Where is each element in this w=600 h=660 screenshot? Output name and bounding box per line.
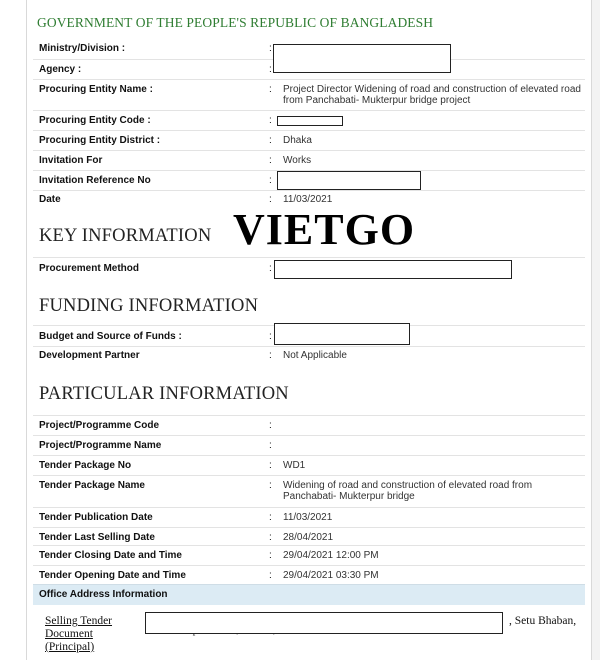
row-tender-opening <box>33 565 585 585</box>
colon: : <box>269 420 272 431</box>
row-tender-package-no <box>33 455 585 475</box>
colon: : <box>269 64 272 75</box>
row-tender-last-selling-date <box>33 527 585 547</box>
colon: : <box>269 570 272 581</box>
selling-tender-document-link[interactable]: Selling Tender Document (Principal) <box>45 615 113 653</box>
colon: : <box>269 550 272 561</box>
label-agency: Agency : <box>39 64 82 75</box>
section-key-information: KEY INFORMATION <box>39 226 212 246</box>
value-tender-publication-date: 11/03/2021 <box>283 512 333 523</box>
value-invitation-for: Works <box>283 155 312 166</box>
label-procuring-entity-district: Procuring Entity District : <box>39 135 161 146</box>
colon: : <box>269 350 272 361</box>
colon: : <box>269 512 272 523</box>
label-tender-closing: Tender Closing Date and Time <box>39 550 182 561</box>
row-tender-publication-date <box>33 507 585 527</box>
colon: : <box>269 84 272 95</box>
section-funding-information: FUNDING INFORMATION <box>39 296 259 316</box>
row-procuring-entity-name <box>33 79 585 110</box>
colon: : <box>269 43 272 54</box>
label-tender-package-name: Tender Package Name <box>39 480 145 491</box>
row-tender-closing <box>33 545 585 565</box>
redaction-box-office-address <box>145 612 503 634</box>
colon: : <box>269 135 272 146</box>
label-procuring-entity-code: Procuring Entity Code : <box>39 115 151 126</box>
label-procurement-method: Procurement Method <box>39 263 140 274</box>
label-tender-publication-date: Tender Publication Date <box>39 512 153 523</box>
colon: : <box>269 115 272 126</box>
value-tender-closing: 29/04/2021 12:00 PM <box>283 550 379 561</box>
row-budget-source <box>33 325 585 347</box>
value-tender-last-selling-date: 28/04/2021 <box>283 532 334 543</box>
colon: : <box>269 460 272 471</box>
value-tender-package-name: Widening of road and construction of elevated road from Panchabati- Mukterpur bridge <box>283 480 533 502</box>
row-tender-package-name <box>33 475 585 507</box>
colon: : <box>269 440 272 451</box>
value-procuring-entity-name: Project Director Widening of road and construction of elevated road from Panchabati- Mukterpur bridge project <box>283 84 581 106</box>
label-development-partner: Development Partner <box>39 350 140 361</box>
tender-notice-page <box>26 0 592 660</box>
redaction-box-budget-source <box>274 323 410 345</box>
value-tender-opening: 29/04/2021 03:30 PM <box>283 570 379 581</box>
label-programme-name: Project/Programme Name <box>39 440 162 451</box>
row-procurement-method <box>33 257 585 280</box>
page-edge <box>592 0 600 660</box>
colon: : <box>269 331 272 342</box>
redaction-box-procurement-method <box>274 260 512 279</box>
office-address-header <box>33 584 585 605</box>
label-invitation-for: Invitation For <box>39 155 103 166</box>
colon: : <box>269 480 272 491</box>
redaction-box-ministry-agency <box>273 44 451 73</box>
label-budget-source: Budget and Source of Funds : <box>39 331 182 342</box>
office-address-end: , Setu Bhaban, <box>509 615 577 627</box>
colon: : <box>269 532 272 543</box>
watermark: VIETGO <box>233 205 416 254</box>
colon: : <box>269 155 272 166</box>
value-date: 11/03/2021 <box>283 194 333 205</box>
row-procuring-entity-district <box>33 130 585 150</box>
office-address-heading: Office Address Information <box>39 589 168 600</box>
colon: : <box>269 194 272 205</box>
redaction-box-entity-code <box>277 116 343 126</box>
colon: : <box>269 175 272 186</box>
label-tender-opening: Tender Opening Date and Time <box>39 570 186 581</box>
colon: : <box>269 263 272 274</box>
row-procuring-entity-code <box>33 110 585 130</box>
row-programme-code <box>33 415 585 435</box>
row-invitation-reference <box>33 170 585 190</box>
label-tender-package-no: Tender Package No <box>39 460 132 471</box>
row-invitation-for <box>33 150 585 170</box>
label-tender-last-selling-date: Tender Last Selling Date <box>39 532 155 543</box>
value-development-partner: Not Applicable <box>283 350 347 361</box>
label-programme-code: Project/Programme Code <box>39 420 160 431</box>
government-title: GOVERNMENT OF THE PEOPLE'S REPUBLIC OF BANGLADESH <box>37 15 434 30</box>
label-invitation-reference: Invitation Reference No <box>39 175 151 186</box>
row-programme-name <box>33 435 585 455</box>
redaction-box-invitation-reference <box>277 171 421 190</box>
label-date: Date <box>39 194 61 205</box>
value-tender-package-no: WD1 <box>283 460 306 471</box>
value-procuring-entity-district: Dhaka <box>283 135 312 146</box>
label-procuring-entity-name: Procuring Entity Name : <box>39 84 153 95</box>
section-particular-information: PARTICULAR INFORMATION <box>39 384 289 404</box>
row-development-partner <box>33 346 585 366</box>
label-ministry: Ministry/Division : <box>39 43 126 54</box>
